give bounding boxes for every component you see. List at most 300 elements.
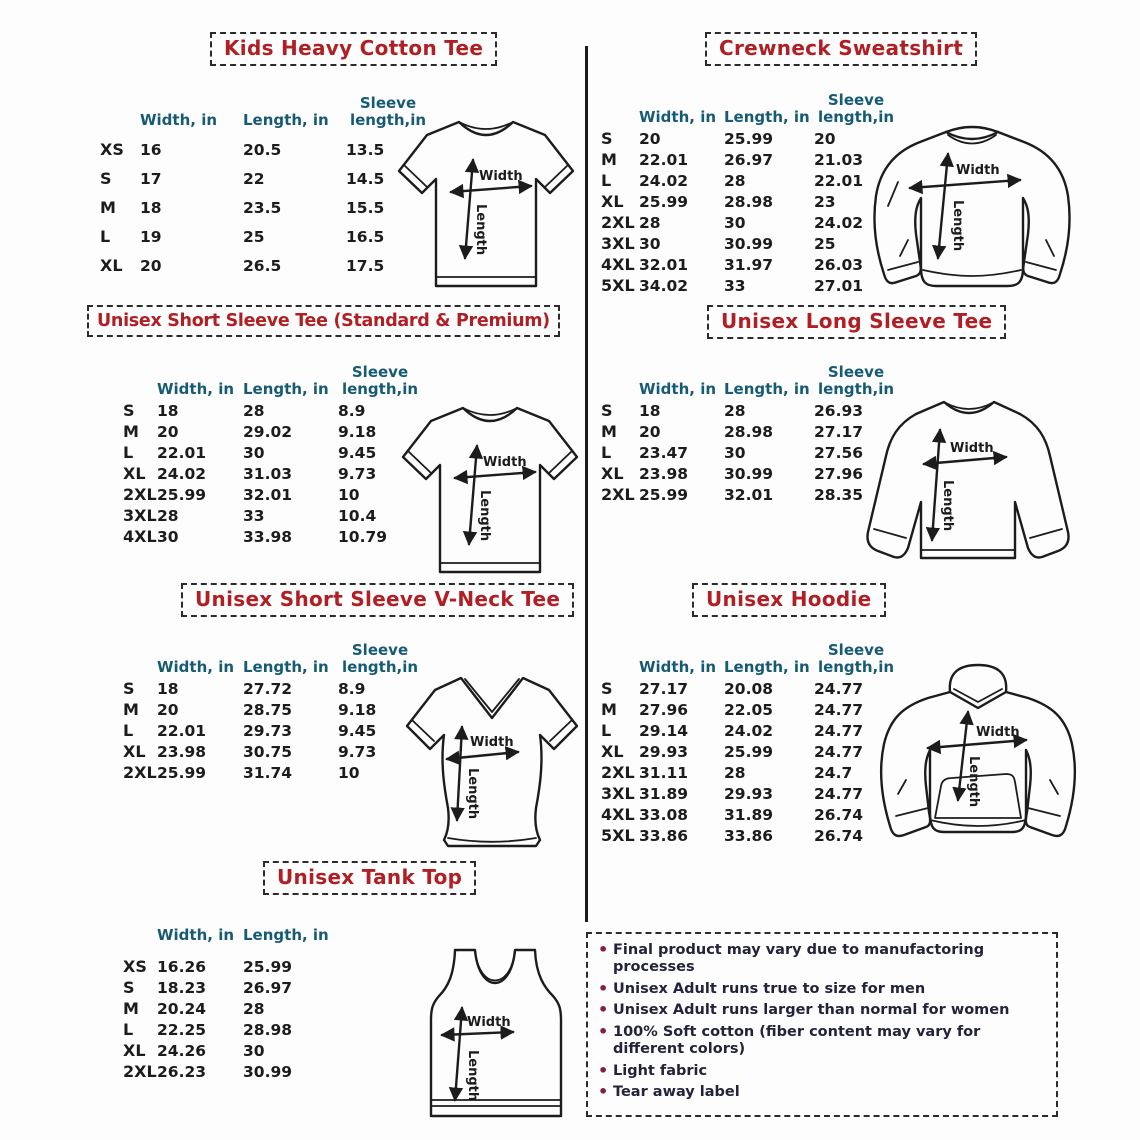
measurement-value: 13.5 — [346, 140, 385, 159]
table-row — [592, 825, 898, 846]
section-unisex-long-sleeve-tee — [592, 302, 1090, 578]
measurement-value: 20 — [639, 422, 661, 441]
size-label: 2XL — [601, 763, 635, 782]
size-label: M — [123, 700, 139, 719]
measurement-value: 28 — [724, 401, 746, 420]
measurement-value: 26.23 — [157, 1062, 207, 1081]
measurement-value: 16.26 — [157, 957, 207, 976]
table-header-row — [85, 85, 430, 129]
size-label: L — [100, 227, 111, 246]
measurement-value: 9.73 — [338, 464, 377, 483]
measurement-value: 25.99 — [724, 129, 774, 148]
table-row — [85, 463, 422, 484]
table-row — [592, 484, 898, 505]
column-header: Sleeve length,in — [341, 363, 419, 399]
measurement-value: 18 — [157, 679, 179, 698]
measurement-value: 28 — [724, 171, 746, 190]
table-row — [592, 804, 898, 825]
table-row — [592, 254, 898, 275]
note-item: • Unisex Adult runs larger than normal for women — [598, 1002, 1046, 1019]
table-row — [592, 442, 898, 463]
measurement-value: 14.5 — [346, 169, 385, 188]
section-unisex-short-sleeve-tee — [85, 302, 585, 578]
measurement-value: 23.98 — [639, 464, 689, 483]
size-label: XS — [100, 140, 124, 159]
size-label: 5XL — [601, 826, 635, 845]
size-label: 3XL — [123, 506, 157, 525]
table-row — [592, 463, 898, 484]
measurement-value: 24.02 — [724, 721, 774, 740]
measurement-value: 18 — [157, 401, 179, 420]
table-row — [85, 1040, 353, 1061]
measurement-value: 27.01 — [814, 276, 864, 295]
table-body — [85, 956, 353, 1082]
column-header: Length, in — [724, 658, 810, 677]
table-header-row — [592, 354, 898, 398]
column-header: Sleeve length,in — [349, 94, 427, 130]
table-row — [85, 251, 430, 280]
measurement-value: 33.98 — [243, 527, 293, 546]
table-body — [592, 400, 898, 505]
measurement-value: 22.01 — [639, 150, 689, 169]
measurement-value: 24.02 — [639, 171, 689, 190]
length-arrow — [455, 1008, 462, 1100]
table-row — [592, 783, 898, 804]
column-header: Width, in — [639, 108, 717, 127]
width-arrow-label: Width — [467, 1015, 511, 1030]
length-arrow — [938, 154, 948, 258]
size-table — [592, 354, 898, 505]
v-neck-tee-illustration — [397, 666, 583, 852]
measurement-value: 20 — [639, 129, 661, 148]
measurement-value: 9.45 — [338, 721, 377, 740]
measurement-value: 25.99 — [724, 742, 774, 761]
table-row — [85, 998, 353, 1019]
measurement-value: 16 — [140, 140, 162, 159]
table-row — [85, 164, 430, 193]
table-header-row — [592, 632, 898, 676]
size-label: S — [123, 679, 135, 698]
column-divider — [585, 46, 588, 922]
size-label: M — [100, 198, 116, 217]
measurement-value: 20.24 — [157, 999, 207, 1018]
measurement-value: 25.99 — [639, 485, 689, 504]
measurement-value: 28.98 — [724, 422, 774, 441]
tank-top-illustration — [413, 942, 579, 1128]
section-title: Unisex Short Sleeve Tee (Standard & Premium) — [87, 305, 560, 337]
measurement-value: 22.25 — [157, 1020, 207, 1039]
size-label: XL — [123, 742, 146, 761]
measurement-value: 25.99 — [157, 485, 207, 504]
measurement-value: 29.73 — [243, 721, 293, 740]
note-item: • Light fabric — [598, 1063, 1046, 1080]
measurement-value: 24.7 — [814, 763, 853, 782]
measurement-value: 31.89 — [639, 784, 689, 803]
length-arrow — [469, 446, 477, 544]
width-arrow-label: Width — [950, 441, 994, 456]
measurement-value: 28 — [243, 401, 265, 420]
width-arrow — [442, 1032, 513, 1035]
table-header-row — [592, 82, 898, 126]
long-sleeve-tee-illustration — [854, 390, 1086, 576]
length-arrow-label: Length — [950, 200, 965, 252]
measurement-value: 20 — [814, 129, 836, 148]
measurement-value: 33.86 — [639, 826, 689, 845]
measurement-value: 23 — [814, 192, 836, 211]
measurement-value: 9.18 — [338, 700, 377, 719]
measurement-value: 25.99 — [243, 957, 293, 976]
measurement-value: 27.96 — [814, 464, 864, 483]
measurement-value: 31.11 — [639, 763, 689, 782]
measurement-value: 28 — [243, 999, 265, 1018]
measurement-value: 9.18 — [338, 422, 377, 441]
table-row — [85, 526, 422, 547]
table-row — [85, 720, 422, 741]
measurement-value: 22.05 — [724, 700, 774, 719]
measurement-value: 28 — [639, 213, 661, 232]
measurement-value: 33 — [243, 506, 265, 525]
length-arrow-label: Length — [473, 204, 488, 256]
notes-list — [598, 942, 1046, 1101]
size-label: L — [123, 443, 134, 462]
measurement-value: 17.5 — [346, 256, 385, 275]
measurement-value: 30 — [724, 443, 746, 462]
measurement-value: 32.01 — [639, 255, 689, 274]
column-header: Width, in — [157, 658, 235, 677]
table-row — [592, 233, 898, 254]
measurement-value: 10 — [338, 763, 360, 782]
measurement-value: 26.74 — [814, 805, 864, 824]
size-label: S — [601, 401, 613, 420]
measurement-value: 30.75 — [243, 742, 293, 761]
size-table — [85, 354, 422, 547]
measurement-value: 18.23 — [157, 978, 207, 997]
column-header: Sleeve length,in — [817, 641, 895, 677]
measurement-value: 26.03 — [814, 255, 864, 274]
table-row — [592, 149, 898, 170]
measurement-value: 22.01 — [157, 721, 207, 740]
length-arrow — [465, 160, 473, 258]
measurement-value: 26.93 — [814, 401, 864, 420]
table-row — [592, 128, 898, 149]
table-row — [592, 699, 898, 720]
measurement-value: 25.99 — [157, 763, 207, 782]
table-body — [85, 400, 422, 547]
note-item: • Tear away label — [598, 1084, 1046, 1101]
size-label: 3XL — [601, 784, 635, 803]
sweatshirt-illustration — [864, 122, 1080, 300]
measurement-value: 27.17 — [814, 422, 864, 441]
measurement-value: 27.56 — [814, 443, 864, 462]
table-row — [592, 212, 898, 233]
size-label: S — [100, 169, 112, 188]
measurement-value: 22.01 — [814, 171, 864, 190]
column-header: Width, in — [639, 380, 717, 399]
measurement-value: 22 — [243, 169, 265, 188]
table-row — [592, 762, 898, 783]
size-label: 4XL — [601, 805, 635, 824]
measurement-value: 31.89 — [724, 805, 774, 824]
column-header: Width, in — [157, 926, 235, 945]
table-row — [85, 222, 430, 251]
table-row — [592, 741, 898, 762]
size-table — [592, 82, 898, 296]
measurement-value: 31.97 — [724, 255, 774, 274]
measurement-value: 30 — [724, 213, 746, 232]
measurement-value: 18 — [639, 401, 661, 420]
table-body — [85, 678, 422, 783]
measurement-value: 17 — [140, 169, 162, 188]
measurement-value: 9.73 — [338, 742, 377, 761]
measurement-value: 10.79 — [338, 527, 388, 546]
table-row — [592, 191, 898, 212]
size-label: 2XL — [601, 213, 635, 232]
length-arrow-label: Length — [966, 756, 981, 808]
width-arrow — [455, 472, 535, 478]
table-header-row — [85, 910, 353, 944]
size-label: S — [601, 679, 613, 698]
size-label: M — [601, 422, 617, 441]
column-header: Length, in — [724, 108, 810, 127]
measurement-value: 30 — [243, 443, 265, 462]
width-arrow-label: Width — [483, 455, 527, 470]
table-row — [592, 400, 898, 421]
size-label: L — [123, 721, 134, 740]
width-arrow-label: Width — [956, 163, 1000, 178]
measurement-value: 15.5 — [346, 198, 385, 217]
table-row — [85, 741, 422, 762]
table-row — [592, 421, 898, 442]
measurement-value: 25 — [243, 227, 265, 246]
hoodie-illustration — [868, 660, 1090, 856]
table-row — [85, 421, 422, 442]
measurement-value: 23.5 — [243, 198, 282, 217]
size-label: 3XL — [601, 234, 635, 253]
width-arrow — [447, 752, 518, 759]
measurement-value: 24.77 — [814, 679, 864, 698]
section-title: Unisex Long Sleeve Tee — [707, 305, 1006, 339]
measurement-value: 20 — [157, 422, 179, 441]
measurement-value: 33 — [724, 276, 746, 295]
column-header: Length, in — [243, 926, 329, 945]
table-body — [85, 135, 430, 280]
section-title: Unisex Tank Top — [263, 861, 476, 895]
width-arrow — [924, 457, 1006, 464]
size-label: XL — [601, 742, 624, 761]
table-body — [592, 678, 898, 846]
column-header: Length, in — [724, 380, 810, 399]
measurement-value: 27.17 — [639, 679, 689, 698]
measurement-value: 32.01 — [724, 485, 774, 504]
measurement-value: 8.9 — [338, 401, 366, 420]
measurement-value: 34.02 — [639, 276, 689, 295]
column-header: Sleeve length,in — [817, 363, 895, 399]
measurement-value: 31.03 — [243, 464, 293, 483]
measurement-value: 27.96 — [639, 700, 689, 719]
length-arrow — [932, 430, 940, 540]
measurement-value: 27.72 — [243, 679, 293, 698]
table-row — [85, 484, 422, 505]
measurement-value: 26.97 — [724, 150, 774, 169]
measurement-value: 26.74 — [814, 826, 864, 845]
column-header: Width, in — [157, 380, 235, 399]
size-label: XL — [601, 192, 624, 211]
measurement-value: 30 — [639, 234, 661, 253]
table-row — [85, 400, 422, 421]
size-label: 2XL — [123, 485, 157, 504]
measurement-value: 21.03 — [814, 150, 864, 169]
measurement-value: 18 — [140, 198, 162, 217]
measurement-value: 30.99 — [724, 464, 774, 483]
size-label: S — [123, 401, 135, 420]
measurement-value: 31.74 — [243, 763, 293, 782]
column-header: Width, in — [639, 658, 717, 677]
section-title: Unisex Hoodie — [692, 583, 886, 617]
section-unisex-hoodie — [592, 580, 1090, 862]
measurement-value: 29.93 — [724, 784, 774, 803]
size-label: M — [123, 999, 139, 1018]
measurement-value: 19 — [140, 227, 162, 246]
section-unisex-tank-top — [85, 858, 585, 1134]
measurement-value: 10.4 — [338, 506, 377, 525]
measurement-value: 28 — [724, 763, 746, 782]
measurement-value: 25 — [814, 234, 836, 253]
width-arrow-label: Width — [976, 725, 1020, 740]
size-label: 4XL — [123, 527, 157, 546]
table-row — [85, 193, 430, 222]
measurement-value: 20 — [157, 700, 179, 719]
size-table — [85, 85, 430, 280]
measurement-value: 25.99 — [639, 192, 689, 211]
size-table — [85, 910, 353, 1082]
measurement-value: 16.5 — [346, 227, 385, 246]
size-label: L — [601, 171, 612, 190]
length-arrow-label: Length — [940, 480, 955, 532]
measurement-value: 28.75 — [243, 700, 293, 719]
tee-illustration — [393, 108, 579, 294]
size-label: M — [601, 150, 617, 169]
table-row — [85, 956, 353, 977]
note-item: • 100% Soft cotton (fiber content may vary for different colors) — [598, 1024, 1046, 1058]
table-row — [85, 442, 422, 463]
measurement-value: 30 — [243, 1041, 265, 1060]
section-crewneck-sweatshirt — [592, 30, 1090, 300]
size-label: M — [123, 422, 139, 441]
size-label: L — [123, 1020, 134, 1039]
width-arrow — [928, 740, 1026, 748]
measurement-value: 20 — [140, 256, 162, 275]
size-label: XL — [601, 464, 624, 483]
measurement-value: 23.98 — [157, 742, 207, 761]
measurement-value: 24.02 — [814, 213, 864, 232]
measurement-value: 29.93 — [639, 742, 689, 761]
size-label: 2XL — [123, 1062, 157, 1081]
measurement-value: 28 — [157, 506, 179, 525]
column-header: Sleeve length,in — [341, 641, 419, 677]
notes-box — [586, 932, 1058, 1117]
column-header: Length, in — [243, 111, 329, 130]
measurement-value: 9.45 — [338, 443, 377, 462]
column-header: Length, in — [243, 380, 329, 399]
measurement-value: 24.77 — [814, 742, 864, 761]
size-label: 2XL — [601, 485, 635, 504]
table-row — [85, 1061, 353, 1082]
table-row — [85, 505, 422, 526]
table-row — [592, 678, 898, 699]
width-arrow-label: Width — [470, 735, 514, 750]
column-header: Sleeve length,in — [817, 91, 895, 127]
section-title: Kids Heavy Cotton Tee — [210, 32, 497, 66]
measurement-value: 29.14 — [639, 721, 689, 740]
length-arrow-label: Length — [477, 490, 492, 542]
measurement-value: 32.01 — [243, 485, 293, 504]
measurement-value: 20.08 — [724, 679, 774, 698]
section-title: Unisex Short Sleeve V-Neck Tee — [181, 583, 574, 617]
size-label: XL — [123, 1041, 146, 1060]
width-arrow — [910, 180, 1020, 188]
size-label: 4XL — [601, 255, 635, 274]
measurement-value: 28.98 — [243, 1020, 293, 1039]
table-row — [592, 720, 898, 741]
size-table — [592, 632, 898, 846]
measurement-value: 30.99 — [243, 1062, 293, 1081]
column-header: Width, in — [140, 111, 218, 130]
width-arrow-label: Width — [479, 169, 523, 184]
measurement-value: 8.9 — [338, 679, 366, 698]
table-row — [85, 1019, 353, 1040]
measurement-value: 29.02 — [243, 422, 293, 441]
section-title: Crewneck Sweatshirt — [705, 32, 977, 66]
measurement-value: 24.26 — [157, 1041, 207, 1060]
measurement-value: 30.99 — [724, 234, 774, 253]
measurement-value: 20.5 — [243, 140, 282, 159]
size-label: M — [601, 700, 617, 719]
table-row — [85, 699, 422, 720]
table-row — [85, 678, 422, 699]
length-arrow — [457, 727, 462, 820]
length-arrow-label: Length — [465, 1050, 480, 1102]
size-label: L — [601, 443, 612, 462]
measurement-value: 22.01 — [157, 443, 207, 462]
measurement-value: 24.77 — [814, 700, 864, 719]
tee-illustration — [397, 394, 583, 580]
measurement-value: 26.5 — [243, 256, 282, 275]
measurement-value: 24.02 — [157, 464, 207, 483]
section-unisex-v-neck-tee — [85, 580, 585, 852]
measurement-value: 10 — [338, 485, 360, 504]
table-header-row — [85, 354, 422, 398]
size-label: 2XL — [123, 763, 157, 782]
table-row — [85, 977, 353, 998]
size-label: S — [123, 978, 135, 997]
size-table — [85, 632, 422, 783]
measurement-value: 28.35 — [814, 485, 864, 504]
size-label: XL — [100, 256, 123, 275]
table-row — [85, 135, 430, 164]
table-header-row — [85, 632, 422, 676]
measurement-value: 33.08 — [639, 805, 689, 824]
size-label: XL — [123, 464, 146, 483]
measurement-value: 24.77 — [814, 721, 864, 740]
measurement-value: 24.77 — [814, 784, 864, 803]
size-label: 5XL — [601, 276, 635, 295]
note-item: • Unisex Adult runs true to size for men — [598, 981, 1046, 998]
table-row — [592, 275, 898, 296]
measurement-value: 28.98 — [724, 192, 774, 211]
measurement-value: 23.47 — [639, 443, 689, 462]
size-label: L — [601, 721, 612, 740]
width-arrow — [451, 186, 531, 192]
